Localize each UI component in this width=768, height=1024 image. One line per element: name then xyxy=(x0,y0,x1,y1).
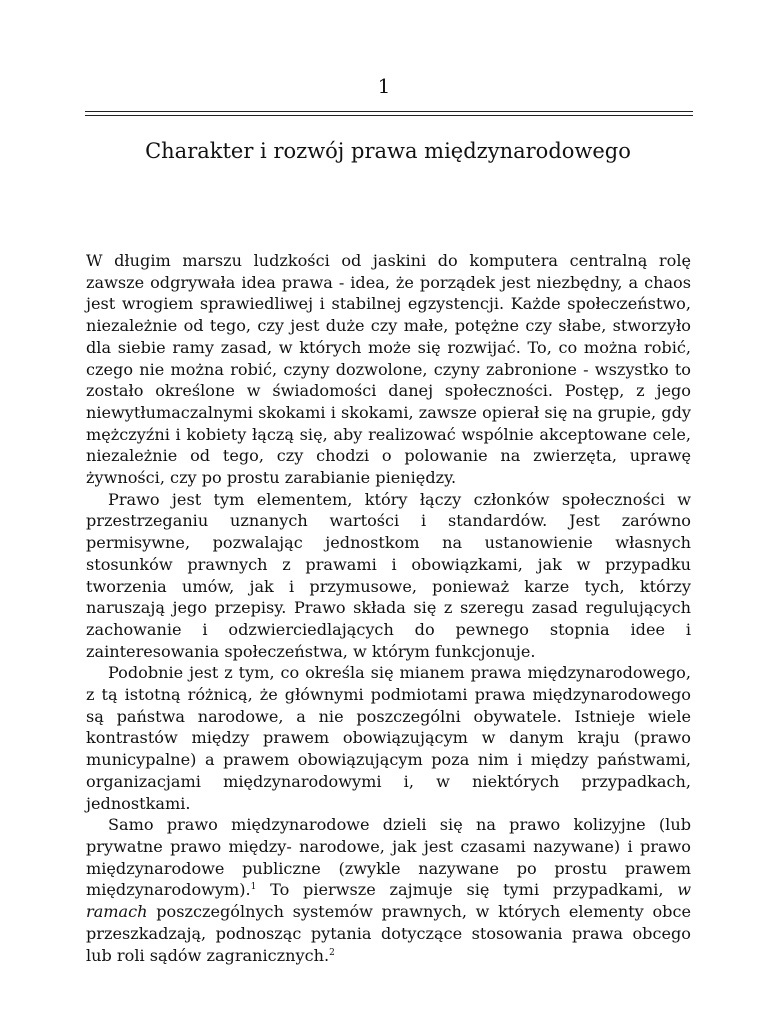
paragraph-4-part-a: Samo prawo międzynarodowe dzieli się na prawo kolizyjne (lub prywatne prawo między- narodowe, jak jest czasami nazywane) i prawo międzynarodowe publiczne (zwykle nazywane po prostu prawem międzynarodowym). xyxy=(86,815,691,900)
chapter-rule-bottom xyxy=(85,115,693,116)
paragraph-1: W długim marszu ludzkości od jaskini do komputera centralną rolę zawsze odgrywała idea prawa - idea, że porządek jest niezbędny, a chaos jest wrogiem sprawiedliwej i stabilnej egzystencji. Każde społeczeństwo, niezależnie od tego, czy jest duże czy małe, potężne czy słabe, stworzyło dla siebie ramy zasad, w których może się rozwijać. To, co można robić, czego nie można robić, czyny dozwolone, czyny zabronione - wszystko to zostało określone w świadomości danej społeczności. Postęp, z jego niewytłumaczalnymi skokami i skokami, zawsze opierał się na grupie, gdy mężczyźni i kobiety łączą się, aby realizować wspólnie akceptowane cele, niezależnie od tego, czy chodzi o polowanie na zwierzęta, uprawę żywności, czy po prostu zarabianie pieniędzy. xyxy=(86,251,691,488)
chapter-number: 1 xyxy=(377,74,391,98)
paragraph-4 xyxy=(86,814,691,966)
paragraph-4-italic: w ramach xyxy=(86,880,691,922)
footnote-ref-2[interactable]: 2 xyxy=(329,947,335,958)
chapter-rule-top xyxy=(85,111,693,112)
paragraph-3: Podobnie jest z tym, co określa się mianem prawa międzynarodowego, z tą istotną różnicą, że głównymi podmiotami prawa międzynarodowego są państwa narodowe, a nie poszczególni obywatele. Istnieje wiele kontrastów między prawem obowiązującym w danym kraju (prawo municypalne) a prawem obowiązującym poza nim i między państwami, organizacjami międzynarodowymi i, w niektórych przypadkach, jednostkami. xyxy=(86,663,691,813)
footnote-ref-1[interactable]: 1 xyxy=(250,882,257,893)
chapter-title: Charakter i rozwój prawa międzynarodowego xyxy=(145,139,631,163)
paragraph-2: Prawo jest tym elementem, który łączy członków społeczności w przestrzeganiu uznanych wartości i standardów. Jest zarówno permisywne, pozwalając jednostkom na ustanowienie własnych stosunków prawnych z prawami i obowiązkami, jak w przypadku tworzenia umów, jak i przymusowe, ponieważ karze tych, którzy naruszają jego przepisy. Prawo składa się z szeregu zasad regulujących zachowanie i odzwierciedlających do pewnego stopnia idee i zainteresowania społeczeństwa, w którym funkcjonuje. xyxy=(86,489,691,661)
body-text xyxy=(86,250,691,966)
paragraph-4-part-b: To pierwsze zajmuje się tymi przypadkami, xyxy=(256,880,678,900)
paragraph-4-part-c: poszczególnych systemów prawnych, w których elementy obce przeszkadzają, podnosząc pytania dotyczące stosowania prawa obcego lub roli sądów zagranicznych. xyxy=(86,902,691,965)
